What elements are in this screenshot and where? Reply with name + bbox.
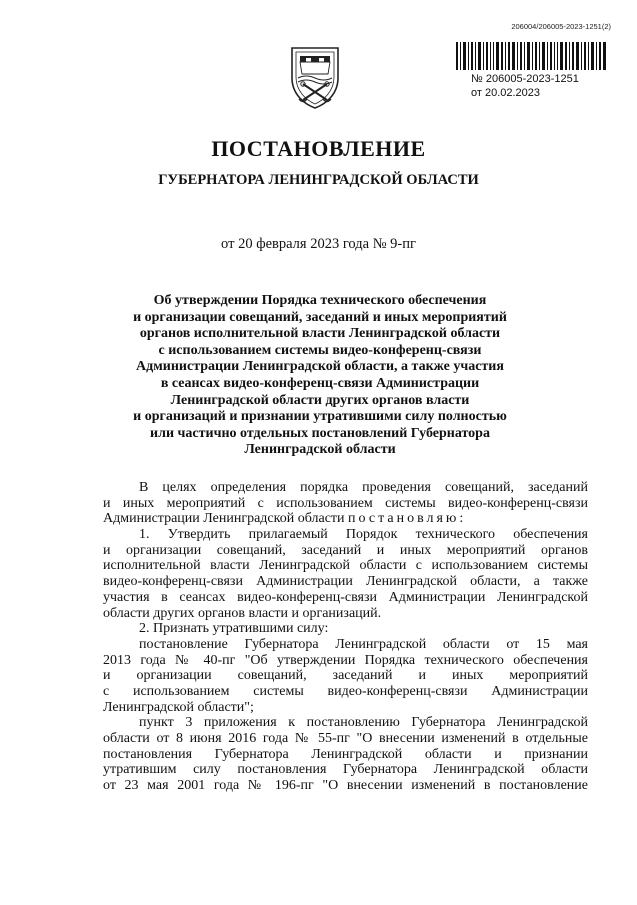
body-line	[103, 511, 588, 527]
body-line: Ленинградской области";	[103, 699, 254, 715]
document-title: ПОСТАНОВЛЕНИЕ	[211, 136, 426, 161]
body-line: 1. Утвердить прилагаемый Порядок технического обеспечения	[139, 527, 588, 543]
body-line: утратившим силу постановления Губернатора Ленинградской области	[103, 762, 588, 778]
heading-line: в сеансах видео-конференц-связи Администрации	[160, 375, 480, 391]
body-line: от 23 мая 2001 года № 196-пг "О внесении изменений в постановление	[103, 778, 588, 794]
body-line: 2013 года № 40-пг "Об утверждении Порядка технического обеспечения	[103, 652, 588, 668]
body-line: и организации совещаний, заседаний и иных мероприятий органов	[103, 542, 588, 558]
body-line: видео-конференц-связи Администрации Ленинградской области, а также	[103, 574, 588, 590]
resolution-word: постановляю:	[348, 511, 467, 527]
body-line: исполнительной власти Ленинградской области с использованием системы	[103, 558, 588, 574]
registration-number: № 206005-2023-1251	[471, 73, 579, 85]
body-line: участия в сеансах видео-конференц-связи Администрации Ленинградской	[103, 589, 588, 605]
body-line: с использованием системы видео-конференц-связи Администрации	[103, 683, 588, 699]
barcode	[456, 42, 606, 70]
heading-line: Администрации Ленинградской области, а также участия	[136, 359, 504, 375]
body-line: области других органов власти и организаций.	[103, 605, 382, 621]
coat-of-arms-icon	[286, 44, 344, 110]
body-line: и иных мероприятий с использованием системы видео-конференц-связи	[103, 495, 588, 511]
body-line: В целях определения порядка проведения совещаний, заседаний	[139, 480, 588, 495]
heading-line: Ленинградской области других органов власти	[170, 392, 470, 408]
body-line: 2. Признать утратившими силу:	[139, 621, 329, 637]
registration-code: 206004/206005-2023-1251(2)	[511, 22, 611, 31]
heading-line: органов исполнительной власти Ленинградской области	[139, 326, 501, 342]
heading-line: с использованием системы видео-конференц-связи	[158, 342, 482, 358]
heading-line: Об утверждении Порядка технического обеспечения	[153, 293, 487, 308]
document-heading	[80, 293, 560, 459]
document-body	[103, 480, 588, 794]
heading-line: Ленинградской области	[244, 442, 396, 458]
heading-line: и организации совещаний, заседаний и иных мероприятий	[133, 309, 507, 325]
body-line-part: Администрации Ленинградской области	[103, 511, 345, 527]
body-line: постановления Губернатора Ленинградской области и признании	[103, 746, 588, 762]
document-issuer: ГУБЕРНАТОРА ЛЕНИНГРАДСКОЙ ОБЛАСТИ	[158, 172, 479, 188]
body-line: пункт 3 приложения к постановлению Губернатора Ленинградской	[139, 715, 588, 731]
body-line: постановление Губернатора Ленинградской области от 15 мая	[139, 636, 588, 652]
registration-date: от 20.02.2023	[471, 87, 541, 99]
document-date-number: от 20 февраля 2023 года № 9-пг	[221, 236, 416, 252]
heading-line: и организаций и признании утратившими силу полностью	[133, 409, 507, 425]
heading-line: или частично отдельных постановлений Губернатора	[150, 425, 490, 441]
body-line: области от 8 июня 2016 года № 55-пг "О внесении изменений в отдельные	[103, 731, 588, 746]
body-line: и организации совещаний, заседаний и иных мероприятий	[103, 668, 588, 684]
registration-stamp	[471, 72, 579, 100]
